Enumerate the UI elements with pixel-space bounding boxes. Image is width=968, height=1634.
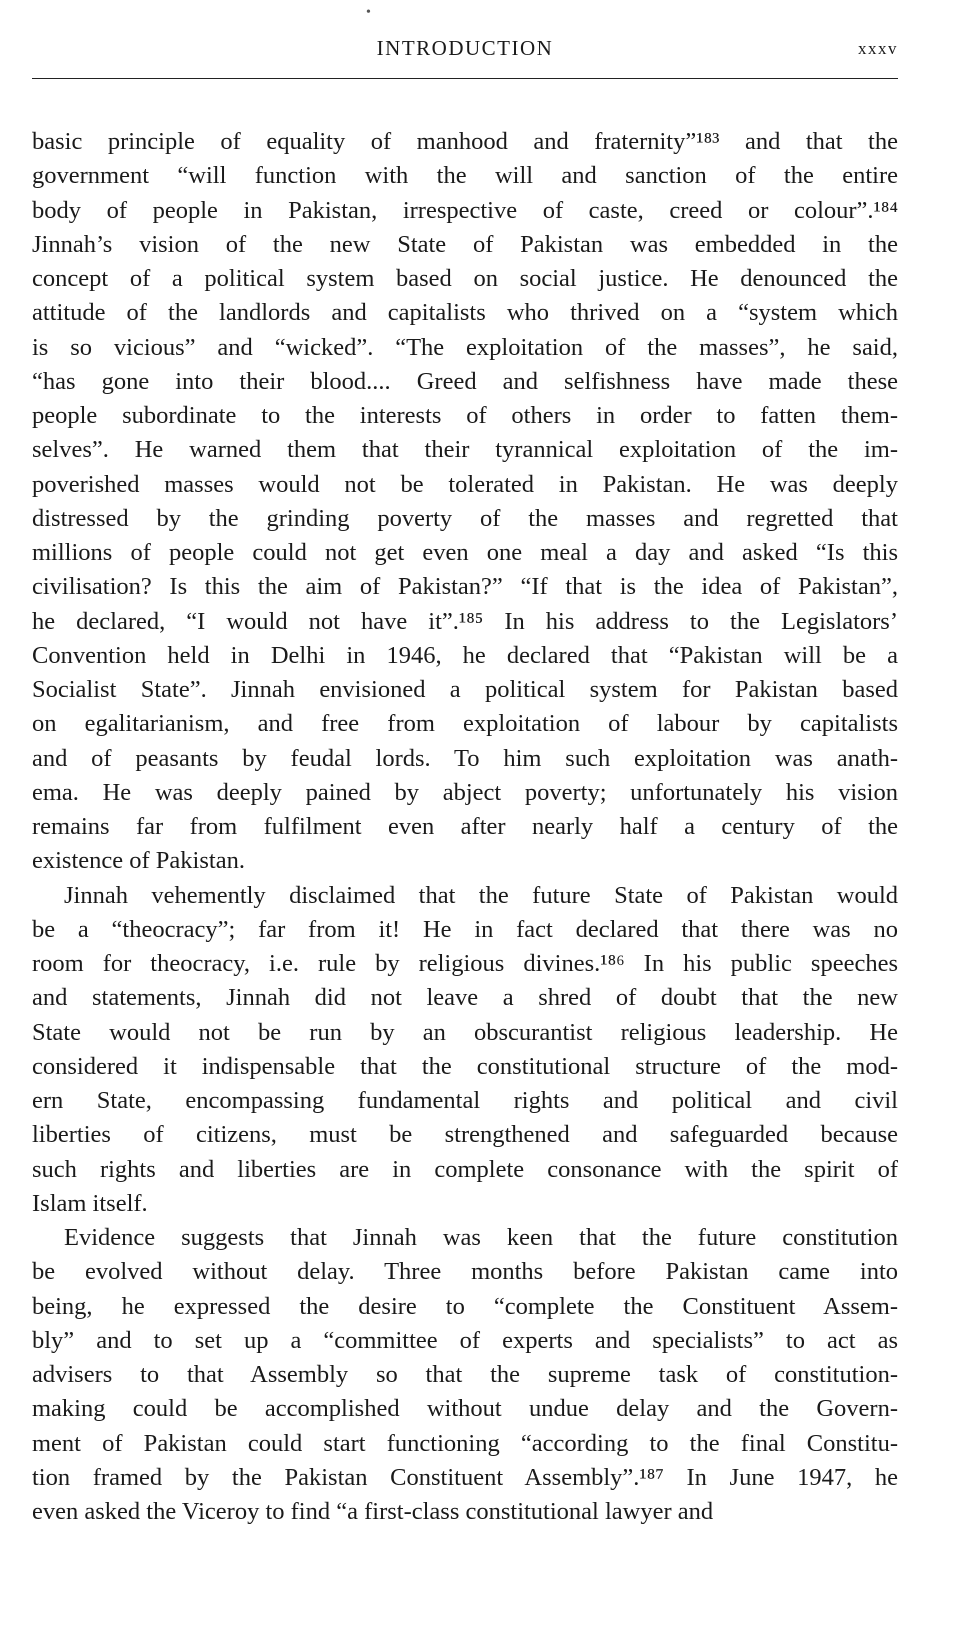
running-head (32, 36, 898, 68)
text-line: room for theocracy, i.e. rule by religious divines.¹⁸⁶ In his public speeches (32, 950, 898, 977)
text-line: be evolved without delay. Three months before Pakistan came into (32, 1258, 898, 1286)
running-head-title: INTRODUCTION (376, 36, 554, 60)
text-line: be a “theocracy”; far from it! He in fact declared that there was no (32, 915, 898, 943)
text-line: and of peasants by feudal lords. To him such exploitation was anath- (32, 744, 898, 772)
text-line: civilisation? Is this the aim of Pakistan?” “If that is the idea of Pakistan”, (32, 573, 898, 601)
text-line: people subordinate to the interests of others in order to fatten them- (32, 402, 898, 429)
text-body (32, 125, 898, 1529)
text-line: “has gone into their blood.... Greed and selfishness have made these (32, 367, 898, 395)
text-line: Evidence suggests that Jinnah was keen that the future constitution (64, 1224, 898, 1251)
text-line: and statements, Jinnah did not leave a shred of doubt that the new (32, 984, 898, 1012)
text-line: poverished masses would not be tolerated in Pakistan. He was deeply (32, 470, 898, 498)
text-line: Jinnah’s vision of the new State of Pakistan was embedded in the (32, 230, 898, 258)
text-line: existence of Pakistan. (32, 847, 245, 875)
text-line: ment of Pakistan could start functioning “according to the final Constitu- (32, 1429, 898, 1457)
text-line: government “will function with the will and sanction of the entire (32, 162, 898, 190)
text-line: ema. He was deeply pained by abject poverty; unfortunately his vision (32, 778, 898, 806)
text-line: concept of a political system based on social justice. He denounced the (32, 265, 898, 292)
text-line: he declared, “I would not have it”.¹⁸⁵ In his address to the Legislators’ (32, 607, 898, 635)
text-line: millions of people could not get even one meal a day and asked “Is this (32, 539, 898, 566)
text-line: is so vicious” and “wicked”. “The exploitation of the masses”, he said, (32, 333, 898, 361)
text-line: attitude of the landlords and capitalists who thrived on a “system which (32, 299, 898, 327)
text-line: basic principle of equality of manhood and fraternity”¹⁸³ and that the (32, 128, 898, 155)
text-line: even asked the Viceroy to find “a first-class constitutional lawyer and (32, 1498, 714, 1525)
text-line: Socialist State”. Jinnah envisioned a political system for Pakistan based (32, 676, 898, 703)
text-line: making could be accomplished without undue delay and the Govern- (32, 1395, 898, 1423)
text-line: selves”. He warned them that their tyrannical exploitation of the im- (32, 436, 898, 464)
header-rule (32, 78, 898, 79)
text-line: considered it indispensable that the constitutional structure of the mod- (32, 1052, 898, 1080)
page-number: xxxv (858, 39, 898, 58)
text-line: advisers to that Assembly so that the supreme task of constitution- (32, 1361, 898, 1388)
page-mark: • (366, 5, 371, 20)
text-line: State would not be run by an obscurantist religious leadership. He (32, 1018, 898, 1046)
text-line: being, he expressed the desire to “complete the Constituent Assem- (32, 1292, 898, 1320)
text-line: such rights and liberties are in complete consonance with the spirit of (32, 1155, 898, 1183)
text-line: tion framed by the Pakistan Constituent Assembly”.¹⁸⁷ In June 1947, he (32, 1463, 898, 1491)
paragraph (32, 879, 898, 1222)
text-line: distressed by the grinding poverty of the masses and regretted that (32, 504, 898, 532)
text-line: ern State, encompassing fundamental rights and political and civil (32, 1087, 898, 1114)
paragraph (32, 125, 898, 879)
text-line: body of people in Pakistan, irrespective of caste, creed or colour”.¹⁸⁴ (32, 196, 898, 224)
text-line: liberties of citizens, must be strengthened and safeguarded because (32, 1121, 898, 1149)
text-line: on egalitarianism, and free from exploitation of labour by capitalists (32, 710, 898, 738)
paragraph (32, 1221, 898, 1529)
text-line: bly” and to set up a “committee of experts and specialists” to act as (32, 1326, 898, 1354)
text-line: remains far from fulfilment even after nearly half a century of the (32, 813, 898, 840)
text-line: Convention held in Delhi in 1946, he declared that “Pakistan will be a (32, 641, 898, 669)
text-line: Jinnah vehemently disclaimed that the future State of Pakistan would (64, 881, 898, 909)
text-line: Islam itself. (32, 1189, 148, 1217)
